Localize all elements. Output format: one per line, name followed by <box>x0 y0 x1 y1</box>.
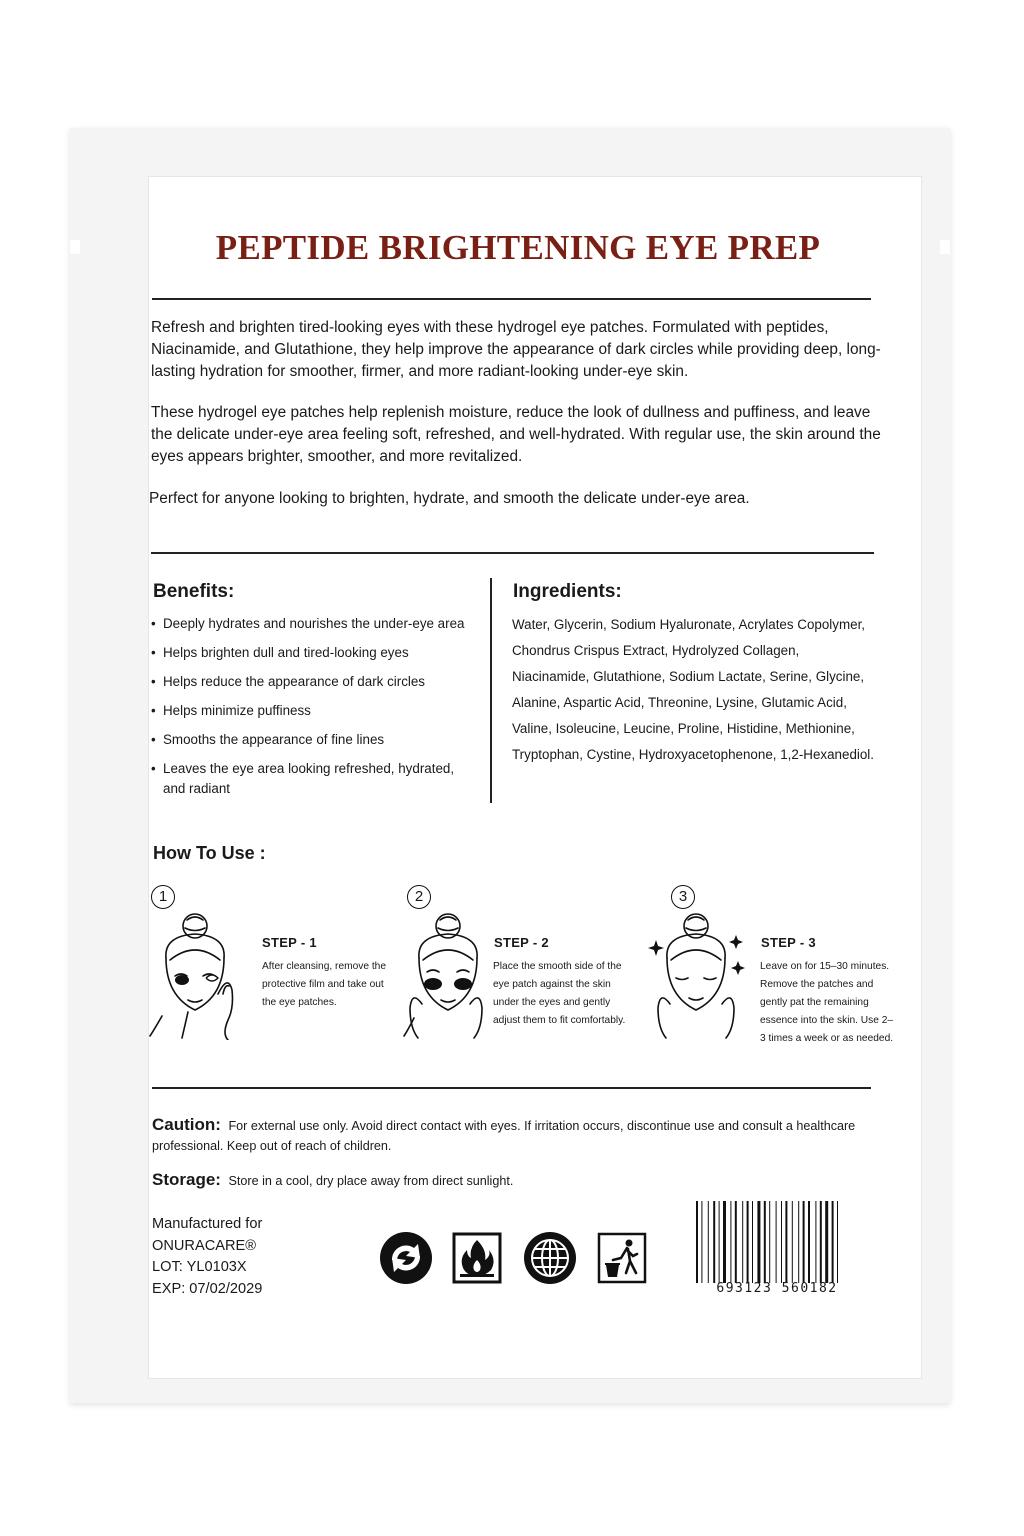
benefit-item: • Smooths the appearance of fine lines <box>151 730 476 750</box>
tear-notch-right <box>940 240 950 254</box>
recycle-icon <box>378 1230 434 1286</box>
product-title: PEPTIDE BRIGHTENING EYE PREP <box>215 228 821 267</box>
intro-paragraph-2: These hydrogel eye patches help replenish moisture, reduce the look of dullness and puffiness, and leave the delicate under-eye area feeling soft, refreshed, and well-hydrated. With regular use, the skin around the eyes appears brighter, smoother, and more revitalized. <box>151 404 881 465</box>
caution-text: For external use only. Avoid direct contact with eyes. If irritation occurs, discontinue use and consult a healthcare professional. Keep out of reach of children. <box>152 1119 856 1153</box>
step-1-number: 1 <box>151 885 175 909</box>
step-1-text: After cleansing, remove the protective film and take out the eye patches. <box>262 961 387 1008</box>
expiry-date: EXP: 07/02/2029 <box>152 1280 263 1297</box>
lot-number: LOT: YL0103X <box>152 1259 247 1275</box>
storage-text: Store in a cool, dry place away from direct sunlight. <box>228 1174 514 1188</box>
divider-middle <box>151 552 874 554</box>
step-3-number: 3 <box>671 885 695 909</box>
caution-note <box>152 1115 872 1156</box>
benefit-item: • Helps minimize puffiness <box>151 701 476 721</box>
step-3-title: STEP - 3 <box>761 935 816 950</box>
benefit-item: • Helps reduce the appearance of dark circles <box>151 672 476 692</box>
storage-note <box>152 1170 872 1191</box>
intro-paragraph-1: Refresh and brighten tired-looking eyes with these hydrogel eye patches. Formulated with peptides, Niacinamide, and Glutathione, they help improve the appearance of dark circles while providing deep, long-lasting hydration for smoother, firmer, and more radiant-looking under-eye skin. <box>151 319 881 380</box>
barcode-number: 693123 560182 <box>716 1281 838 1296</box>
ingredients-heading: Ingredients: <box>513 581 622 602</box>
face-step-3-illustration <box>646 908 746 1040</box>
step-1-title: STEP - 1 <box>262 935 317 950</box>
step-3-text: Leave on for 15–30 minutes. Remove the patches and gently pat the remaining essence into the skin. Use 2–3 times a week or as needed. <box>760 961 894 1044</box>
step-2-text: Place the smooth side of the eye patch against the skin under the eyes and gently adjust them to fit comfortably. <box>493 961 626 1026</box>
step-2-number: 2 <box>407 885 431 909</box>
benefits-heading: Benefits: <box>153 581 235 602</box>
manufactured-for: Manufactured for <box>152 1216 263 1232</box>
face-step-1-illustration <box>148 908 240 1040</box>
globe-icon <box>522 1230 578 1286</box>
how-to-use-heading: How To Use : <box>153 843 266 863</box>
divider-top <box>152 298 871 300</box>
barcode <box>694 1201 860 1283</box>
benefit-item: • Deeply hydrates and nourishes the under-eye area <box>151 614 476 634</box>
face-step-2-illustration <box>402 908 494 1040</box>
brand-name: ONURACARE® <box>152 1237 257 1254</box>
column-divider <box>490 578 492 803</box>
tear-notch-left <box>70 240 80 254</box>
flammable-icon <box>452 1232 502 1284</box>
manufacturer-info <box>152 1214 262 1300</box>
dispose-in-bin-icon <box>597 1232 647 1284</box>
intro-paragraph-3: Perfect for anyone looking to brighten, hydrate, and smooth the delicate under-eye area. <box>149 490 750 507</box>
caution-label: Caution: <box>152 1115 221 1134</box>
benefits-list <box>151 614 476 808</box>
ingredients-text: Water, Glycerin, Sodium Hyaluronate, Acrylates Copolymer, Chondrus Crispus Extract, Hydrolyzed Collagen, Niacinamide, Glutathione, Sodium Lactate, Serine, Glycine, Alanine, Aspartic Acid, Threonine, Lysine, Glutamic Acid, Valine, Isoleucine, Leucine, Proline, Histidine, Methionine, Tryptophan, Cystine, Hydroxyacetophenone, 1,2-Hexanediol. <box>512 617 875 762</box>
benefit-item: • Helps brighten dull and tired-looking eyes <box>151 643 476 663</box>
step-2-title: STEP - 2 <box>494 935 549 950</box>
divider-bottom <box>152 1087 871 1089</box>
benefit-item: • Leaves the eye area looking refreshed, hydrated, and radiant <box>151 759 476 798</box>
storage-label: Storage: <box>152 1170 221 1189</box>
